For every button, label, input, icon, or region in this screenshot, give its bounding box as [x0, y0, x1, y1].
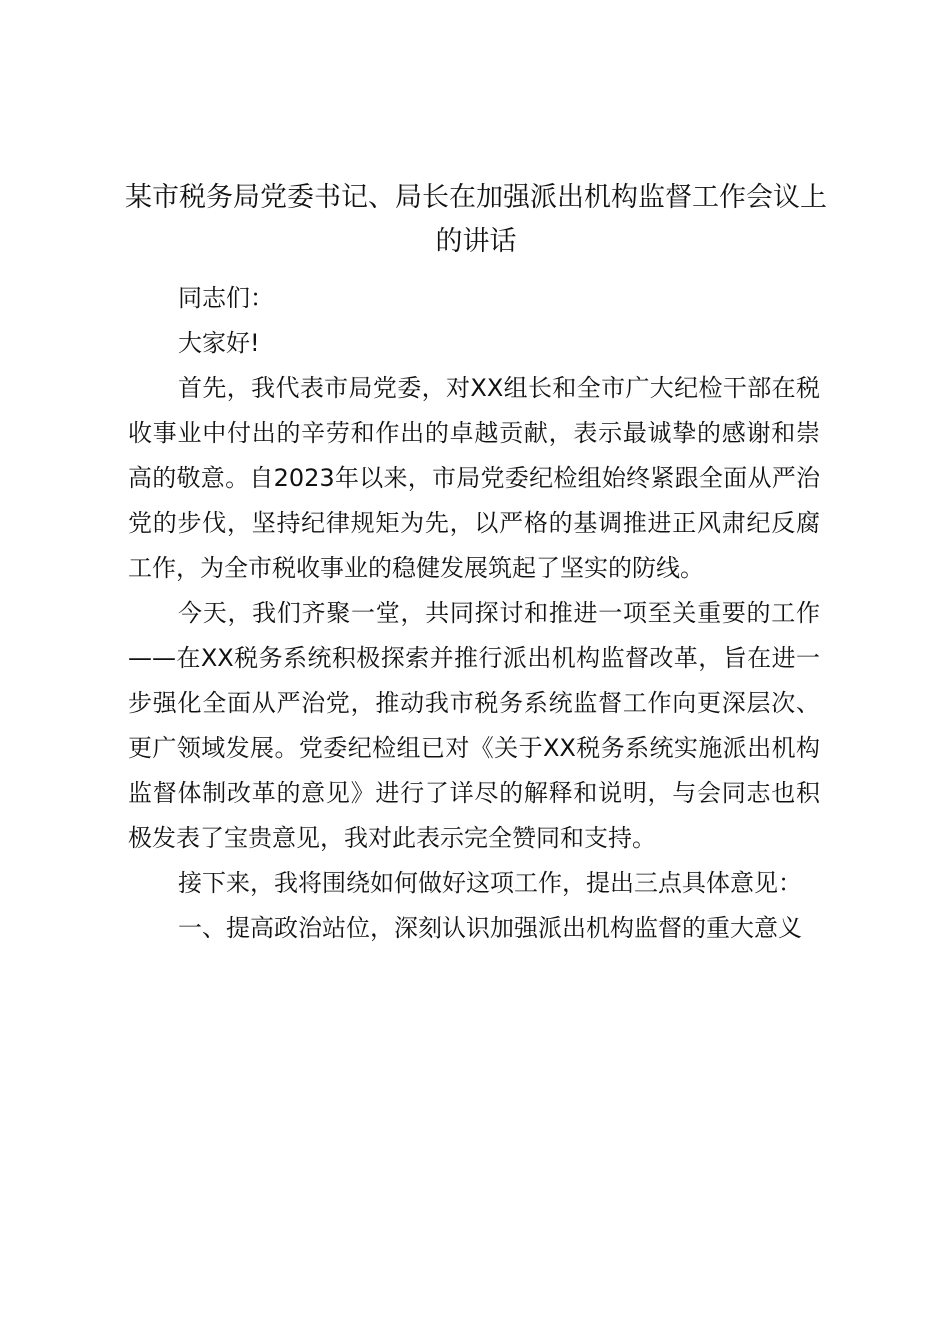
section-heading-1: 一、提高政治站位，深刻认识加强派出机构监督的重大意义: [178, 914, 802, 942]
document-body: [128, 276, 820, 951]
paragraph-thanks: 首先，我代表市局党委，对XX组长和全市广大纪检干部在税收事业中付出的辛劳和作出的卓越贡献，表示最诚挚的感谢和崇高的敬意。自2023年以来，市局党委纪检组始终紧跟全面从严治党的步伐，坚持纪律规矩为先，以严格的基调推进正风肃纪反腐工作，为全市税收事业的稳健发展筑起了坚实的防线。: [128, 374, 820, 582]
paragraph-reform: 今天，我们齐聚一堂，共同探讨和推进一项至关重要的工作——在XX税务系统积极探索并推行派出机构监督改革，旨在进一步强化全面从严治党，推动我市税务系统监督工作向更深层次、更广领域发展。党委纪检组已对《关于XX税务系统实施派出机构监督体制改革的意见》进行了详尽的解释和说明，与会同志也积极发表了宝贵意见，我对此表示完全赞同和支持。: [128, 599, 820, 852]
document-title: 某市税务局党委书记、局长在加强派出机构监督工作会议上的讲话: [125, 182, 827, 257]
greeting: 大家好!: [178, 329, 260, 357]
paragraph-intro-points: 接下来，我将围绕如何做好这项工作，提出三点具体意见：: [178, 869, 802, 897]
salutation: 同志们：: [178, 284, 274, 312]
